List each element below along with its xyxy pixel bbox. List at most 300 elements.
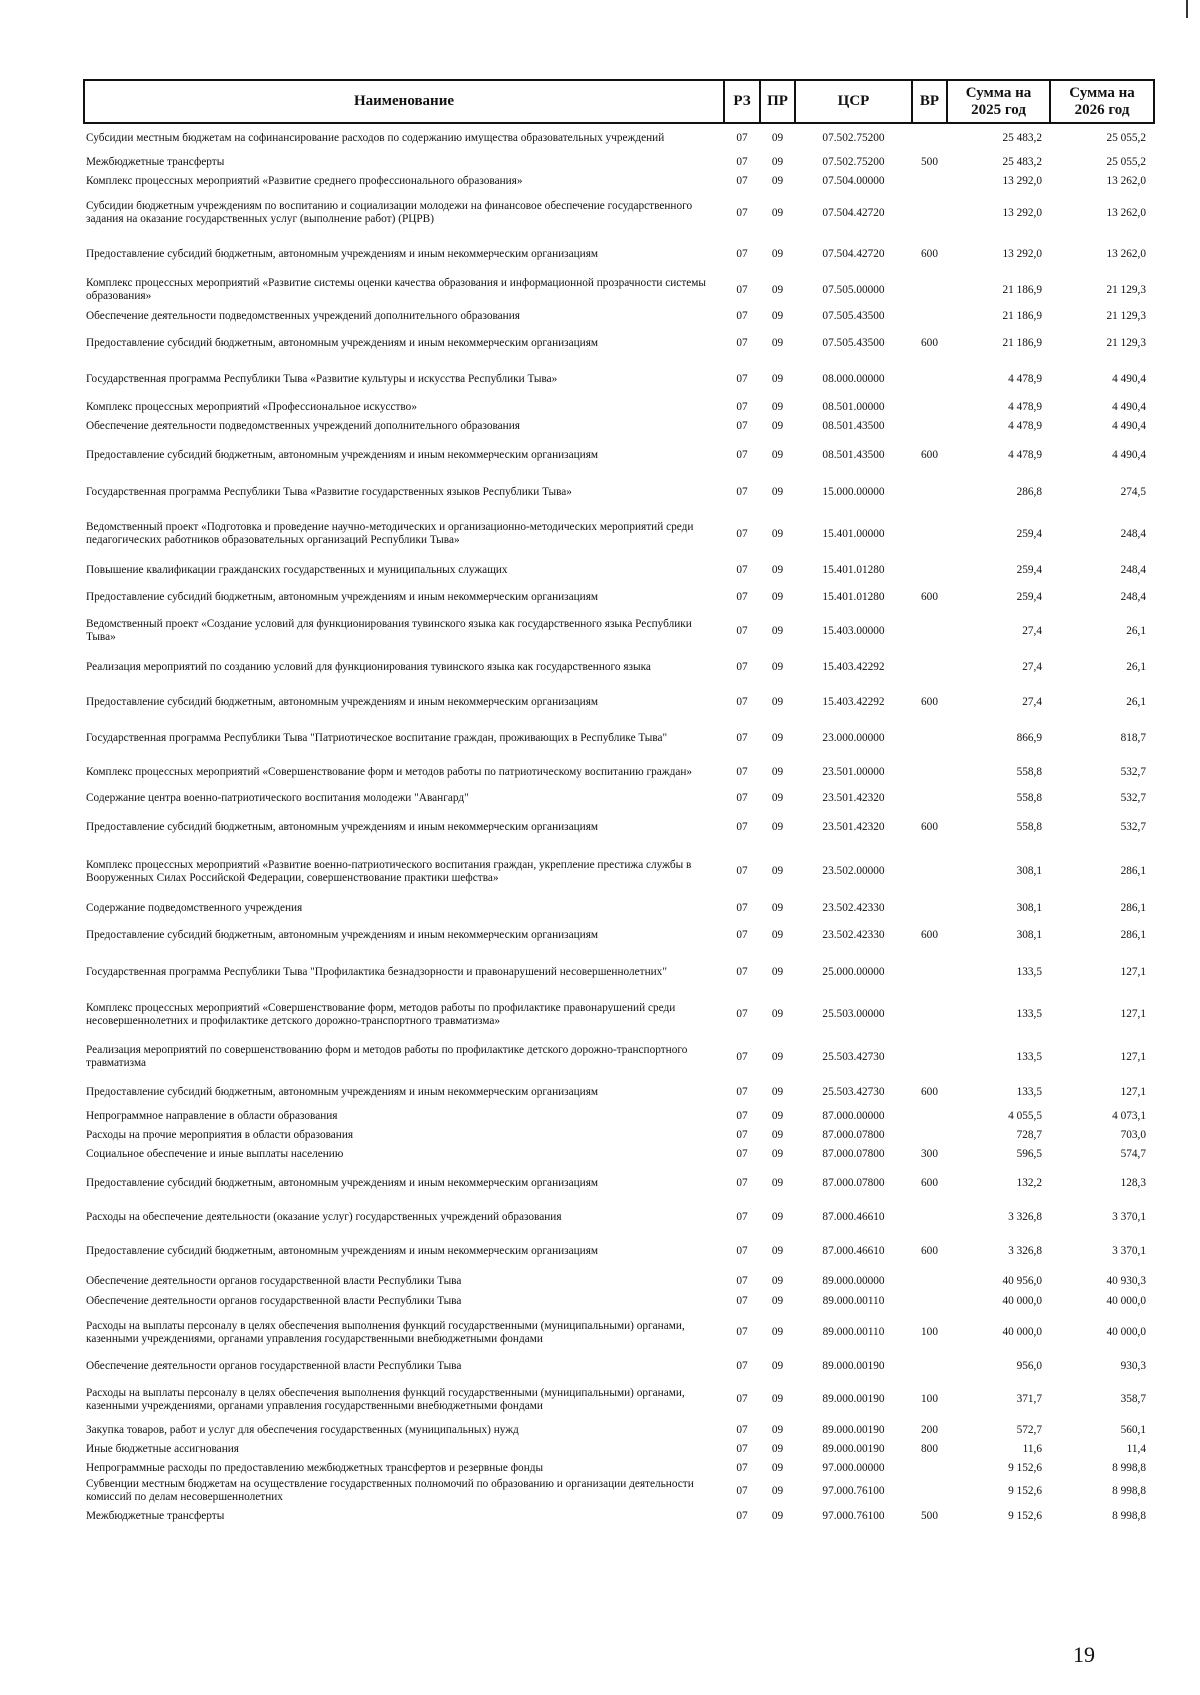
- table-row: [84, 583, 1154, 612]
- cell-csr: 25.503.42730: [822, 1086, 885, 1098]
- cell-vr: [912, 1107, 947, 1126]
- cell-sum-2025: 40 956,0: [1002, 1274, 1042, 1287]
- cell-name: Расходы на выплаты персоналу в целях обеспечения выполнения функций государственными (муниципальными) органами, казенными учреждениями, органами управления государственными внебюджетными фондами: [86, 1319, 685, 1345]
- cell-sum-2025: 4 055,5: [1008, 1110, 1042, 1122]
- cell-sum-2026: 248,4: [1120, 564, 1146, 576]
- cell-pr: 09: [771, 132, 784, 144]
- cell-csr: 15.401.01280: [822, 591, 885, 603]
- cell-name: Непрограммное направление в области образования: [86, 1110, 338, 1122]
- cell-sum-2025: 133,5: [1016, 966, 1042, 978]
- cell-sum-2025: 572,7: [1016, 1424, 1042, 1436]
- cell-pr: 09: [771, 1129, 784, 1141]
- cell-csr: 89.000.00190: [822, 1393, 885, 1405]
- cell-csr: 87.000.07800: [822, 1176, 885, 1189]
- table-row: [84, 436, 1154, 474]
- cell-name: Предоставление субсидий бюджетным, автономным учреждениям и иным некоммерческим организациям: [86, 336, 599, 349]
- cell-csr: 23.502.42330: [822, 929, 885, 941]
- cell-sum-2026: 25 055,2: [1106, 156, 1146, 168]
- cell-sum-2026: 127,1: [1120, 1008, 1146, 1020]
- table-row: [84, 1478, 1154, 1504]
- cell-rz: 07: [736, 1148, 748, 1160]
- cell-name: Предоставление субсидий бюджетным, автономным учреждениям и иным некоммерческим организациям: [86, 1244, 599, 1257]
- cell-rz: 07: [736, 1359, 748, 1372]
- cell-rz: 07: [736, 310, 748, 322]
- cell-pr: 09: [771, 1393, 784, 1405]
- cell-csr: 89.000.00110: [822, 1326, 885, 1338]
- cell-rz: 07: [736, 1110, 748, 1122]
- cell-sum-2025: 40 000,0: [1002, 1295, 1042, 1307]
- cell-sum-2026: 248,4: [1120, 527, 1146, 540]
- cell-sum-2026: 4 490,4: [1112, 448, 1146, 461]
- cell-csr: 15.401.01280: [822, 564, 885, 576]
- cell-vr: [912, 1126, 947, 1145]
- cell-rz: 07: [736, 1086, 748, 1098]
- cell-pr: 09: [771, 401, 784, 413]
- cell-pr: 09: [771, 1510, 784, 1522]
- cell-sum-2025: 13 292,0: [1002, 175, 1042, 187]
- cell-sum-2025: 21 186,9: [1002, 310, 1042, 322]
- cell-pr: 09: [771, 247, 784, 260]
- cell-name: Содержание центра военно-патриотического воспитания молодежи "Авангард": [86, 792, 469, 804]
- cell-sum-2026: 532,7: [1120, 792, 1146, 804]
- cell-vr: 500: [921, 156, 938, 168]
- cell-pr: 09: [771, 448, 784, 461]
- cell-csr: 25.000.00000: [822, 966, 885, 978]
- table-row: [84, 919, 1154, 952]
- cell-sum-2026: 818,7: [1120, 731, 1146, 744]
- cell-pr: 09: [771, 336, 784, 349]
- cell-sum-2026: 4 490,4: [1112, 420, 1146, 432]
- cell-vr: [912, 1354, 947, 1378]
- cell-vr: [912, 510, 947, 558]
- cell-sum-2025: 25 483,2: [1002, 132, 1042, 144]
- cell-csr: 07.505.43500: [822, 336, 885, 349]
- cell-vr: [912, 993, 947, 1036]
- cell-pr: 09: [771, 485, 784, 498]
- cell-sum-2026: 4 490,4: [1112, 401, 1146, 413]
- cell-sum-2026: 532,7: [1120, 765, 1146, 778]
- table-row: [84, 172, 1154, 191]
- cell-sum-2025: 866,9: [1016, 731, 1042, 744]
- cell-pr: 09: [771, 420, 784, 432]
- cell-sum-2025: 371,7: [1016, 1393, 1042, 1405]
- cell-sum-2026: 21 129,3: [1106, 283, 1146, 296]
- cell-pr: 09: [771, 731, 784, 744]
- table-row: [84, 1311, 1154, 1354]
- cell-vr: 600: [921, 696, 938, 708]
- cell-sum-2026: 3 370,1: [1112, 1210, 1146, 1223]
- cell-sum-2025: 40 000,0: [1002, 1326, 1042, 1338]
- cell-rz: 07: [736, 1510, 748, 1522]
- cell-name: Комплекс процессных мероприятий «Профессиональное искусство»: [86, 401, 417, 413]
- cell-name: Иные бюджетные ассигнования: [86, 1443, 239, 1455]
- cell-pr: 09: [771, 527, 784, 540]
- cell-csr: 89.000.00190: [822, 1359, 885, 1372]
- cell-rz: 07: [736, 1050, 748, 1063]
- cell-sum-2025: 13 292,0: [1002, 206, 1042, 219]
- cell-name: Расходы на выплаты персоналу в целях обеспечения выполнения функций государственными (муниципальными) органами, казенными учреждениями, органами управления государственными внебюджетными фондами: [86, 1386, 685, 1412]
- cell-name: Повышение квалификации гражданских государственных и муниципальных служащих: [86, 564, 508, 576]
- cell-sum-2025: 9 152,6: [1008, 1510, 1042, 1522]
- cell-sum-2025: 259,4: [1016, 591, 1042, 603]
- cell-sum-2026: 26,1: [1126, 696, 1146, 708]
- cell-name: Обеспечение деятельности подведомственных учреждений дополнительного образования: [86, 310, 520, 322]
- cell-rz: 07: [736, 731, 748, 744]
- cell-sum-2025: 133,5: [1016, 1050, 1042, 1063]
- cell-sum-2026: 128,3: [1120, 1176, 1146, 1189]
- cell-vr: [912, 721, 947, 755]
- cell-vr: 500: [921, 1510, 938, 1522]
- cell-vr: 600: [921, 929, 938, 941]
- cell-sum-2025: 13 292,0: [1002, 247, 1042, 260]
- cell-rz: 07: [736, 564, 748, 576]
- table-row: [84, 191, 1154, 235]
- table-header-row: [84, 80, 1154, 123]
- cell-sum-2026: 703,0: [1120, 1129, 1146, 1141]
- cell-rz: 07: [736, 1443, 748, 1455]
- cell-csr: 07.502.75200: [822, 156, 885, 168]
- cell-sum-2025: 9 152,6: [1008, 1484, 1042, 1497]
- cell-csr: 15.403.00000: [822, 624, 885, 637]
- cell-vr: [912, 650, 947, 684]
- cell-rz: 07: [736, 206, 748, 219]
- cell-sum-2026: 26,1: [1126, 660, 1146, 673]
- cell-sum-2025: 558,8: [1016, 765, 1042, 778]
- cell-csr: 97.000.76100: [822, 1484, 885, 1497]
- cell-sum-2026: 11,4: [1126, 1443, 1146, 1455]
- cell-vr: 600: [921, 591, 938, 603]
- cell-sum-2026: 26,1: [1126, 624, 1146, 637]
- cell-sum-2025: 286,8: [1016, 485, 1042, 498]
- cell-name: Комплекс процессных мероприятий «Развитие среднего профессионального образования»: [86, 175, 523, 187]
- cell-csr: 23.000.00000: [822, 731, 885, 744]
- cell-pr: 09: [771, 865, 784, 877]
- cell-csr: 08.501.43500: [822, 420, 885, 432]
- cell-rz: 07: [736, 1176, 748, 1189]
- cell-pr: 09: [771, 696, 784, 708]
- cell-pr: 09: [771, 1326, 784, 1338]
- cell-sum-2025: 25 483,2: [1002, 156, 1042, 168]
- cell-sum-2025: 308,1: [1016, 901, 1042, 914]
- cell-name: Обеспечение деятельности органов государственной власти Республики Тыва: [86, 1274, 462, 1287]
- cell-csr: 87.000.00000: [822, 1110, 885, 1122]
- cell-vr: [912, 273, 947, 307]
- cell-rz: 07: [736, 372, 748, 385]
- cell-vr: [912, 612, 947, 650]
- header-vr: ВР: [912, 80, 947, 123]
- cell-pr: 09: [771, 1110, 784, 1122]
- cell-vr: 600: [921, 1176, 938, 1189]
- cell-sum-2025: 27,4: [1022, 660, 1042, 673]
- table-row: [84, 474, 1154, 510]
- cell-csr: 87.000.07800: [822, 1129, 885, 1141]
- cell-pr: 09: [771, 1008, 784, 1020]
- cell-name: Комплекс процессных мероприятий «Развитие системы оценки качества образования и информационной прозрачности системы образования»: [86, 277, 707, 302]
- cell-vr: [912, 755, 947, 789]
- cell-vr: [912, 474, 947, 510]
- cell-pr: 09: [771, 1462, 784, 1474]
- cell-rz: 07: [736, 660, 748, 673]
- cell-csr: 89.000.00110: [822, 1295, 885, 1307]
- table-row: [84, 1459, 1154, 1478]
- cell-name: Ведомственный проект «Создание условий для функционирования тувинского языка как государственного языка Республики Тыва»: [86, 618, 692, 643]
- cell-sum-2025: 558,8: [1016, 792, 1042, 804]
- cell-name: Субвенции местным бюджетам на осуществление государственных полномочий по образованию и организации деятельности комиссий по делам несовершеннолетних: [86, 1478, 694, 1503]
- cell-csr: 08.000.00000: [822, 372, 885, 385]
- cell-pr: 09: [771, 1484, 784, 1497]
- cell-vr: [912, 123, 947, 153]
- cell-name: Субсидии местным бюджетам на софинансирование расходов по содержанию имущества образовательных учреждений: [86, 132, 665, 144]
- cell-rz: 07: [736, 283, 748, 296]
- cell-vr: [912, 191, 947, 235]
- cell-csr: 15.403.42292: [822, 696, 885, 708]
- cell-pr: 09: [771, 765, 784, 778]
- cell-vr: 600: [921, 247, 938, 260]
- cell-sum-2026: 286,1: [1120, 865, 1146, 877]
- cell-sum-2026: 930,3: [1120, 1359, 1146, 1372]
- cell-csr: 07.504.00000: [822, 175, 885, 187]
- cell-csr: 89.000.00000: [822, 1274, 885, 1287]
- cell-csr: 87.000.46610: [822, 1210, 885, 1223]
- header-rz: РЗ: [724, 80, 760, 123]
- cell-sum-2026: 286,1: [1120, 901, 1146, 914]
- budget-table: [83, 79, 1155, 1529]
- cell-name: Непрограммные расходы по предоставлению межбюджетных трансфертов и резервные фонды: [86, 1462, 544, 1474]
- cell-sum-2026: 4 073,1: [1112, 1110, 1146, 1122]
- cell-name: Комплекс процессных мероприятий «Развитие военно-патриотического воспитания граждан, укрепление престижа службы в Вооруженных Силах Российской Федерации, совершенствование практики шефства»: [86, 858, 692, 884]
- cell-rz: 07: [736, 1424, 748, 1436]
- cell-csr: 07.504.42720: [822, 247, 885, 260]
- cell-name: Расходы на прочие мероприятия в области образования: [86, 1129, 354, 1141]
- cell-name: Межбюджетные трансферты: [86, 156, 225, 168]
- cell-name: Расходы на обеспечение деятельности (оказание услуг) государственных учреждений образования: [86, 1210, 562, 1223]
- cell-rz: 07: [736, 901, 748, 914]
- cell-csr: 87.000.46610: [822, 1244, 885, 1257]
- cell-name: Закупка товаров, работ и услуг для обеспечения государственных (муниципальных) нужд: [86, 1424, 519, 1436]
- cell-sum-2025: 3 326,8: [1008, 1244, 1042, 1257]
- cell-vr: 600: [921, 336, 938, 349]
- cell-pr: 09: [771, 1424, 784, 1436]
- cell-rz: 07: [736, 1393, 748, 1405]
- table-row: [84, 1354, 1154, 1378]
- cell-vr: 600: [921, 1086, 938, 1098]
- cell-vr: 300: [921, 1148, 938, 1160]
- cell-name: Реализация мероприятий по созданию условий для функционирования тувинского языка как государственного языка: [86, 660, 651, 673]
- table-row: [84, 417, 1154, 436]
- cell-vr: [912, 897, 947, 919]
- cell-sum-2025: 4 478,9: [1008, 372, 1042, 385]
- cell-sum-2026: 8 998,8: [1112, 1462, 1146, 1474]
- table-row: [84, 1270, 1154, 1292]
- cell-sum-2026: 13 262,0: [1106, 175, 1146, 187]
- table-row: [84, 1107, 1154, 1126]
- table-row: [84, 510, 1154, 558]
- cell-sum-2025: 21 186,9: [1002, 336, 1042, 349]
- cell-pr: 09: [771, 1176, 784, 1189]
- cell-sum-2025: 133,5: [1016, 1008, 1042, 1020]
- cell-name: Предоставление субсидий бюджетным, автономным учреждениям и иным некоммерческим организациям: [86, 1086, 599, 1098]
- cell-csr: 25.503.42730: [822, 1050, 885, 1063]
- cell-name: Комплекс процессных мероприятий «Совершенствование форм и методов работы по патриотическому воспитанию граждан»: [86, 765, 693, 778]
- cell-vr: [912, 172, 947, 191]
- cell-name: Государственная программа Республики Тыва "Профилактика безнадзорности и правонарушений несовершеннолетних": [86, 966, 667, 978]
- cell-sum-2025: 27,4: [1022, 696, 1042, 708]
- header-csr: ЦСР: [795, 80, 912, 123]
- cell-pr: 09: [771, 372, 784, 385]
- cell-rz: 07: [736, 527, 748, 540]
- cell-rz: 07: [736, 1274, 748, 1287]
- cell-sum-2025: 133,5: [1016, 1086, 1042, 1098]
- table-row: [84, 755, 1154, 789]
- cell-rz: 07: [736, 865, 748, 877]
- cell-csr: 08.501.00000: [822, 401, 885, 413]
- cell-rz: 07: [736, 1462, 748, 1474]
- cell-rz: 07: [736, 485, 748, 498]
- cell-sum-2025: 956,0: [1016, 1359, 1042, 1372]
- cell-csr: 15.403.42292: [822, 660, 885, 673]
- cell-sum-2026: 127,1: [1120, 1050, 1146, 1063]
- cell-pr: 09: [771, 792, 784, 804]
- cell-vr: 800: [921, 1443, 938, 1455]
- cell-sum-2026: 40 000,0: [1106, 1295, 1146, 1307]
- cell-sum-2025: 259,4: [1016, 564, 1042, 576]
- cell-csr: 23.501.42320: [822, 792, 885, 804]
- cell-name: Субсидии бюджетным учреждениям по воспитанию и социализации молодежи на финансовое обеспечение государственного задания на оказание государственных услуг (выполнение работ) (РЦРВ): [86, 200, 693, 225]
- scan-edge-mark: [1186, 0, 1188, 18]
- cell-pr: 09: [771, 966, 784, 978]
- cell-csr: 07.505.00000: [822, 283, 885, 296]
- cell-sum-2026: 248,4: [1120, 591, 1146, 603]
- cell-name: Предоставление субсидий бюджетным, автономным учреждениям и иным некоммерческим организациям: [86, 696, 599, 708]
- cell-rz: 07: [736, 1210, 748, 1223]
- cell-pr: 09: [771, 591, 784, 603]
- table-row: [84, 235, 1154, 273]
- cell-name: Государственная программа Республики Тыва "Патриотическое воспитание граждан, проживающих в Республике Тыва": [86, 731, 668, 744]
- cell-sum-2025: 4 478,9: [1008, 420, 1042, 432]
- cell-name: Обеспечение деятельности подведомственных учреждений дополнительного образования: [86, 420, 520, 432]
- cell-csr: 25.503.00000: [822, 1008, 885, 1020]
- cell-csr: 89.000.00190: [822, 1443, 885, 1455]
- cell-sum-2026: 8 998,8: [1112, 1510, 1146, 1522]
- cell-name: Обеспечение деятельности органов государственной власти Республики Тыва: [86, 1295, 462, 1307]
- cell-vr: 100: [921, 1326, 938, 1338]
- cell-vr: 600: [921, 1244, 938, 1257]
- cell-pr: 09: [771, 310, 784, 322]
- cell-sum-2026: 560,1: [1120, 1424, 1146, 1436]
- table-row: [84, 684, 1154, 721]
- table-row: [84, 993, 1154, 1036]
- cell-sum-2026: 358,7: [1120, 1393, 1146, 1405]
- cell-pr: 09: [771, 624, 784, 637]
- cell-sum-2026: 127,1: [1120, 966, 1146, 978]
- cell-rz: 07: [736, 792, 748, 804]
- cell-sum-2025: 308,1: [1016, 865, 1042, 877]
- cell-name: Реализация мероприятий по совершенствованию форм и методов работы по профилактике детского дорожно-транспортного травматизма: [86, 1044, 688, 1069]
- cell-vr: [912, 1270, 947, 1292]
- cell-name: Государственная программа Республики Тыва «Развитие государственных языков Республики Тыва»: [86, 485, 572, 498]
- table-row: [84, 1036, 1154, 1078]
- cell-name: Содержание подведомственного учреждения: [86, 901, 303, 914]
- cell-vr: 200: [921, 1424, 938, 1436]
- cell-vr: [912, 1202, 947, 1232]
- cell-sum-2025: 259,4: [1016, 527, 1042, 540]
- table-row: [84, 650, 1154, 684]
- header-sum-2025: Сумма на 2025 год: [947, 80, 1050, 123]
- table-row: [84, 1126, 1154, 1145]
- cell-pr: 09: [771, 1050, 784, 1063]
- cell-sum-2026: 127,1: [1120, 1086, 1146, 1098]
- cell-csr: 23.502.42330: [822, 901, 885, 914]
- cell-pr: 09: [771, 564, 784, 576]
- cell-rz: 07: [736, 156, 748, 168]
- cell-rz: 07: [736, 591, 748, 603]
- cell-rz: 07: [736, 175, 748, 187]
- cell-sum-2026: 286,1: [1120, 929, 1146, 941]
- table-row: [84, 1504, 1154, 1529]
- cell-name: Межбюджетные трансферты: [86, 1510, 225, 1522]
- header-pr: ПР: [760, 80, 795, 123]
- cell-rz: 07: [736, 1008, 748, 1020]
- cell-pr: 09: [771, 283, 784, 296]
- cell-vr: [912, 398, 947, 417]
- table-row: [84, 307, 1154, 326]
- cell-sum-2026: 532,7: [1120, 820, 1146, 833]
- cell-sum-2025: 558,8: [1016, 820, 1042, 833]
- table-row: [84, 153, 1154, 172]
- cell-sum-2025: 4 478,9: [1008, 401, 1042, 413]
- cell-pr: 09: [771, 1244, 784, 1257]
- table-row: [84, 1232, 1154, 1270]
- table-row: [84, 1440, 1154, 1459]
- cell-csr: 97.000.76100: [822, 1510, 885, 1522]
- cell-sum-2025: 308,1: [1016, 929, 1042, 941]
- cell-sum-2026: 21 129,3: [1106, 336, 1146, 349]
- cell-sum-2025: 27,4: [1022, 624, 1042, 637]
- cell-csr: 08.501.43500: [822, 448, 885, 461]
- cell-rz: 07: [736, 132, 748, 144]
- cell-name: Ведомственный проект «Подготовка и проведение научно-методических и организационно-методических мероприятий среди педагогических работников образовательных организаций Республики Тыва»: [86, 521, 694, 546]
- cell-name: Предоставление субсидий бюджетным, автономным учреждениям и иным некоммерческим организациям: [86, 820, 599, 833]
- cell-vr: 100: [921, 1393, 938, 1405]
- cell-vr: [912, 1459, 947, 1478]
- cell-csr: 23.502.00000: [822, 865, 885, 877]
- cell-vr: [912, 417, 947, 436]
- cell-sum-2025: 3 326,8: [1008, 1210, 1042, 1223]
- cell-vr: [912, 952, 947, 993]
- cell-name: Предоставление субсидий бюджетным, автономным учреждениям и иным некоммерческим организациям: [86, 1176, 599, 1189]
- cell-pr: 09: [771, 901, 784, 914]
- cell-sum-2026: 4 490,4: [1112, 372, 1146, 385]
- cell-pr: 09: [771, 1148, 784, 1160]
- cell-rz: 07: [736, 765, 748, 778]
- table-row: [84, 273, 1154, 307]
- cell-vr: [912, 1036, 947, 1078]
- cell-csr: 23.501.00000: [822, 765, 885, 778]
- cell-csr: 15.000.00000: [822, 485, 885, 498]
- table-row: [84, 1078, 1154, 1107]
- cell-pr: 09: [771, 660, 784, 673]
- table-row: [84, 952, 1154, 993]
- cell-sum-2025: 4 478,9: [1008, 448, 1042, 461]
- cell-rz: 07: [736, 1244, 748, 1257]
- cell-pr: 09: [771, 1443, 784, 1455]
- table-row: [84, 1292, 1154, 1311]
- cell-rz: 07: [736, 448, 748, 461]
- cell-name: Предоставление субсидий бюджетным, автономным учреждениям и иным некоммерческим организациям: [86, 929, 599, 941]
- cell-vr: [912, 1478, 947, 1504]
- cell-sum-2026: 574,7: [1120, 1148, 1146, 1160]
- cell-csr: 07.502.75200: [822, 132, 885, 144]
